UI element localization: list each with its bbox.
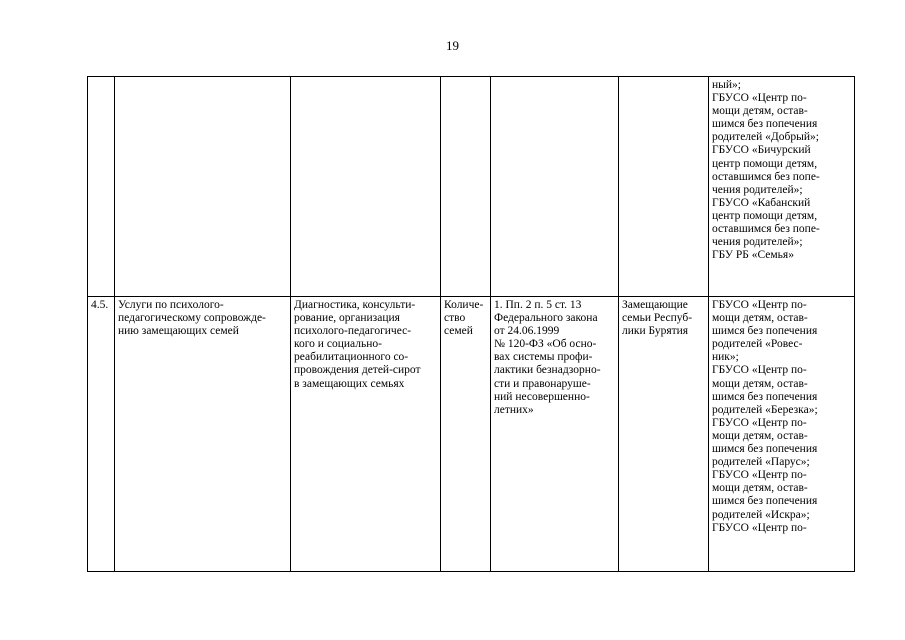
cell-line: 1. Пп. 2 п. 5 ст. 13 bbox=[494, 299, 582, 311]
page-number: 19 bbox=[446, 38, 459, 53]
cell-line: Количе- bbox=[444, 299, 484, 311]
cell-line: ГБУСО «Центр по- bbox=[712, 364, 807, 377]
cell-line: мощи детям, остав- bbox=[712, 312, 808, 325]
table-row bbox=[88, 77, 855, 297]
cell-line: оставшимся без попе- bbox=[712, 170, 820, 183]
cell-line: лики Бурятия bbox=[622, 325, 689, 338]
cell-line: центр помощи детям, bbox=[712, 157, 818, 170]
cell-line: чения родителей»; bbox=[712, 236, 803, 249]
cell-line: психолого-педагогичес- bbox=[294, 325, 412, 338]
cell-institutions bbox=[709, 297, 855, 572]
cell-legal-basis bbox=[491, 77, 619, 297]
cell-line: нию замещающих семей bbox=[118, 325, 239, 338]
cell-line: родителей «Ровес- bbox=[712, 338, 803, 351]
cell-line: ГБУСО «Центр по- bbox=[712, 299, 807, 311]
cell-line: мощи детям, остав- bbox=[712, 105, 808, 118]
cell-line: ГБУСО «Центр по- bbox=[712, 469, 807, 482]
services-table bbox=[87, 76, 855, 572]
cell-line: ный»; bbox=[712, 79, 741, 91]
cell-consumers bbox=[619, 297, 709, 572]
cell-institutions bbox=[709, 77, 855, 297]
cell-unit bbox=[441, 77, 491, 297]
cell-line: мощи детям, остав- bbox=[712, 429, 808, 442]
cell-service-content bbox=[291, 77, 441, 297]
cell-service-name bbox=[115, 77, 291, 297]
cell-line: вах системы профи- bbox=[494, 351, 593, 364]
cell-line: ство bbox=[444, 312, 466, 325]
cell-line: родителей «Искра»; bbox=[712, 508, 810, 521]
cell-line: мощи детям, остав- bbox=[712, 482, 808, 495]
cell-line: провождения детей-сирот bbox=[294, 364, 421, 377]
cell-legal-basis bbox=[491, 297, 619, 572]
cell-line: в замещающих семьях bbox=[294, 377, 405, 390]
cell-line: от 24.06.1999 bbox=[494, 325, 560, 338]
cell-line: Услуги по психолого- bbox=[118, 299, 224, 311]
cell-service-name bbox=[115, 297, 291, 572]
cell-line: рование, организация bbox=[294, 312, 400, 325]
cell-line: ГБУСО «Центр по- bbox=[712, 521, 807, 534]
cell-line: педагогическому сопровожде- bbox=[118, 312, 266, 325]
cell-line: шимся без попечения bbox=[712, 118, 818, 131]
cell-unit bbox=[441, 297, 491, 572]
cell-line: Федерального закона bbox=[494, 312, 598, 325]
cell-line: мощи детям, остав- bbox=[712, 377, 808, 390]
cell-line: семей bbox=[444, 325, 473, 338]
cell-line: шимся без попечения bbox=[712, 495, 818, 508]
cell-line: родителей «Парус»; bbox=[712, 456, 810, 469]
cell-line: родителей «Березка»; bbox=[712, 403, 818, 416]
cell-line: шимся без попечения bbox=[712, 390, 818, 403]
cell-number bbox=[88, 77, 115, 297]
cell-service-content bbox=[291, 297, 441, 572]
cell-line: кого и социально- bbox=[294, 338, 382, 351]
cell-line: ник»; bbox=[712, 351, 739, 364]
cell-line: реабилитационного со- bbox=[294, 351, 409, 364]
cell-consumers bbox=[619, 77, 709, 297]
cell-line: Замещающие bbox=[622, 299, 688, 311]
cell-line: родителей «Добрый»; bbox=[712, 131, 819, 144]
cell-line: лактики безнадзорно- bbox=[494, 364, 601, 377]
table-row bbox=[88, 297, 855, 572]
cell-line: ГБУСО «Центр по- bbox=[712, 92, 807, 105]
cell-line: ний несовершенно- bbox=[494, 390, 590, 403]
cell-line: центр помощи детям, bbox=[712, 209, 818, 222]
cell-line: летних» bbox=[494, 403, 534, 416]
cell-line: оставшимся без попе- bbox=[712, 223, 820, 236]
cell-line: № 120-ФЗ «Об осно- bbox=[494, 338, 597, 351]
cell-line: ГБУСО «Кабанский bbox=[712, 196, 811, 209]
cell-line: ГБУСО «Центр по- bbox=[712, 416, 807, 429]
cell-line: шимся без попечения bbox=[712, 325, 818, 338]
cell-line: шимся без попечения bbox=[712, 443, 818, 456]
cell-line: 4.5. bbox=[91, 299, 109, 311]
cell-line: семьи Респуб- bbox=[622, 312, 693, 325]
cell-number bbox=[88, 297, 115, 572]
cell-line: сти и правонаруше- bbox=[494, 377, 591, 390]
cell-line: ГБУСО «Бичурский bbox=[712, 144, 811, 157]
cell-line: Диагностика, консульти- bbox=[294, 299, 416, 311]
cell-line: чения родителей»; bbox=[712, 183, 803, 196]
cell-line: ГБУ РБ «Семья» bbox=[712, 249, 794, 262]
